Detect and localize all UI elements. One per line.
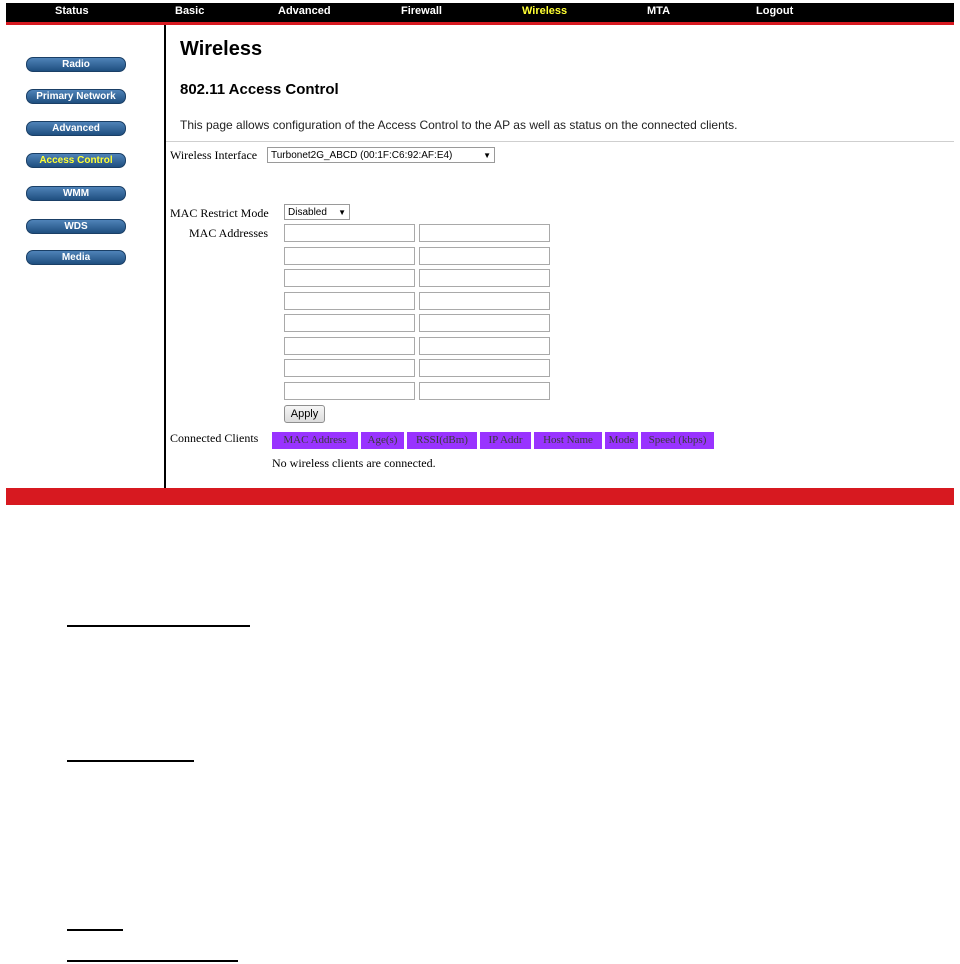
tab-status[interactable]: Status xyxy=(55,5,89,17)
footer-bar xyxy=(6,488,954,505)
column-header-speed: Speed (kbps) xyxy=(641,432,714,449)
tab-logout[interactable]: Logout xyxy=(756,5,794,17)
apply-button[interactable]: Apply xyxy=(284,405,325,423)
mac-restrict-mode-select[interactable] xyxy=(284,204,350,220)
mac-address-input-4[interactable] xyxy=(419,247,550,265)
page-subtitle: 802.11 Access Control xyxy=(180,81,339,98)
dropdown-arrow-icon: ▼ xyxy=(483,151,491,160)
mac-address-input-16[interactable] xyxy=(419,382,550,400)
wireless-interface-select[interactable] xyxy=(267,147,495,163)
tab-basic[interactable]: Basic xyxy=(175,5,205,17)
mac-address-input-13[interactable] xyxy=(284,359,415,377)
underline-blank-4 xyxy=(67,960,238,962)
column-header-mac-address: MAC Address xyxy=(272,432,358,449)
sidebar-item-radio[interactable]: Radio xyxy=(26,57,126,72)
mac-address-input-3[interactable] xyxy=(284,247,415,265)
main-content xyxy=(166,25,954,487)
mac-addresses-label: MAC Addresses xyxy=(189,226,269,240)
mac-address-input-6[interactable] xyxy=(419,269,550,287)
connected-clients-label: Connected Clients xyxy=(170,431,259,445)
sidebar-item-wds[interactable]: WDS xyxy=(26,219,126,234)
mac-address-input-8[interactable] xyxy=(419,292,550,310)
column-header-host-name: Host Name xyxy=(534,432,602,449)
mac-address-input-1[interactable] xyxy=(284,224,415,242)
column-header-age: Age(s) xyxy=(361,432,404,449)
tab-advanced[interactable]: Advanced xyxy=(278,5,331,17)
sidebar-item-media[interactable]: Media xyxy=(26,250,126,265)
mac-address-input-5[interactable] xyxy=(284,269,415,287)
column-header-rssi: RSSI(dBm) xyxy=(407,432,477,449)
tab-mta[interactable]: MTA xyxy=(647,5,671,17)
sidebar-item-advanced[interactable]: Advanced xyxy=(26,121,126,136)
mac-address-input-12[interactable] xyxy=(419,337,550,355)
mac-address-input-2[interactable] xyxy=(419,224,550,242)
column-header-ip-addr: IP Addr xyxy=(480,432,531,449)
no-clients-message: No wireless clients are connected. xyxy=(272,456,436,470)
dropdown-arrow-icon: ▼ xyxy=(338,208,346,217)
mac-address-input-9[interactable] xyxy=(284,314,415,332)
sidebar-item-primary-network[interactable]: Primary Network xyxy=(26,89,126,104)
tab-wireless[interactable]: Wireless xyxy=(522,5,568,17)
mac-address-input-7[interactable] xyxy=(284,292,415,310)
mac-address-input-11[interactable] xyxy=(284,337,415,355)
underline-blank-3 xyxy=(67,929,123,931)
sidebar-item-access-control[interactable]: Access Control xyxy=(26,153,126,168)
page-description: This page allows configuration of the Access Control to the AP as well as status on the connected clients. xyxy=(180,118,738,132)
page-title: Wireless xyxy=(180,38,263,60)
mac-address-input-14[interactable] xyxy=(419,359,550,377)
wireless-interface-label: Wireless Interface xyxy=(170,148,258,162)
mac-address-input-15[interactable] xyxy=(284,382,415,400)
sidebar-item-wmm[interactable]: WMM xyxy=(26,186,126,201)
underline-blank-1 xyxy=(67,625,250,627)
top-nav-bar xyxy=(6,3,954,25)
tab-firewall[interactable]: Firewall xyxy=(401,5,442,17)
column-header-mode: Mode xyxy=(605,432,638,449)
divider-line xyxy=(166,141,954,142)
mac-address-input-10[interactable] xyxy=(419,314,550,332)
underline-blank-2 xyxy=(67,760,194,762)
mac-restrict-mode-label: MAC Restrict Mode xyxy=(170,206,269,220)
sidebar xyxy=(6,25,164,487)
wireless-interface-value: Turbonet2G_ABCD (00:1F:C6:92:AF:E4) xyxy=(271,150,453,161)
mac-restrict-mode-value: Disabled xyxy=(288,207,327,218)
